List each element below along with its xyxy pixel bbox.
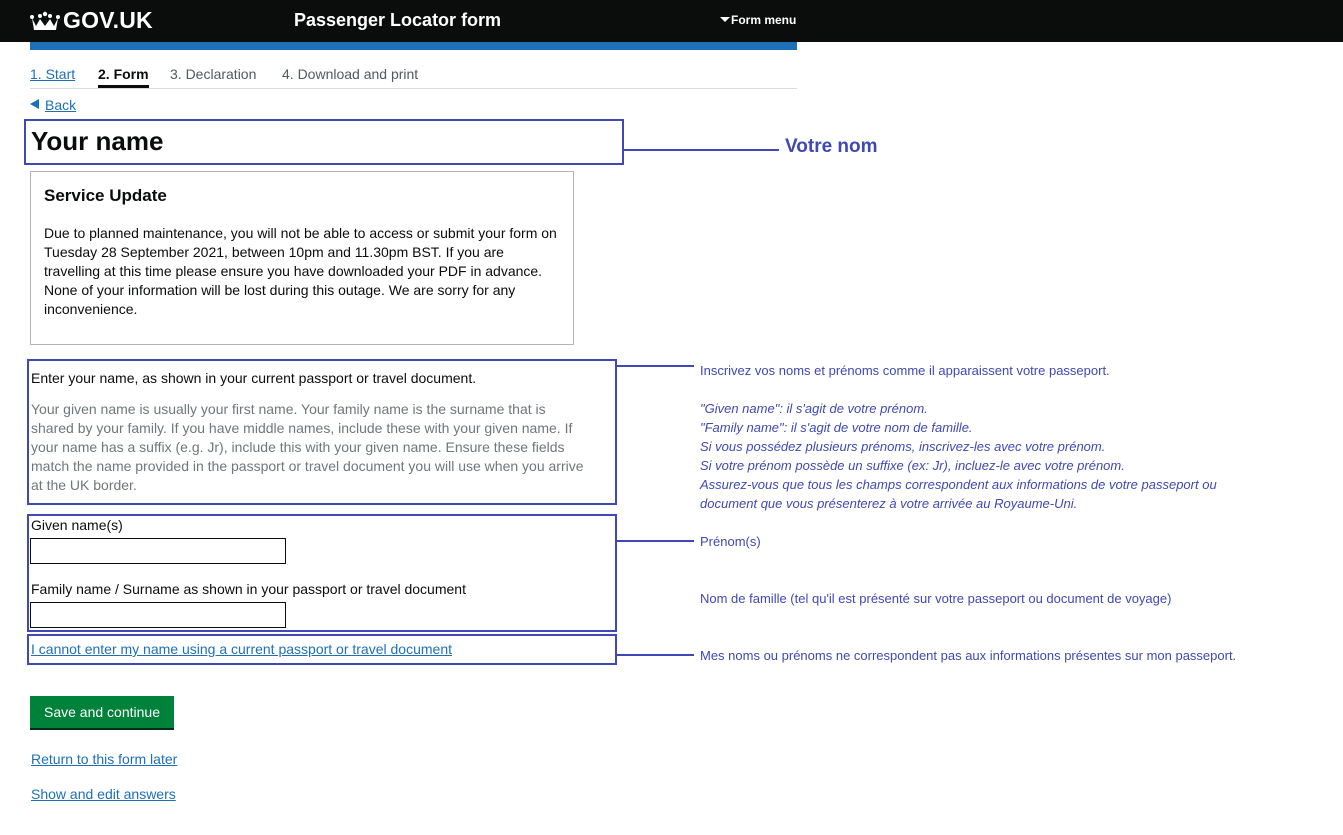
- form-menu-label: Form menu: [731, 13, 797, 27]
- header-accent-bar: [30, 42, 797, 50]
- save-and-continue-button[interactable]: Save and continue: [30, 696, 174, 728]
- annotation-box-title: [24, 119, 624, 165]
- header-bar: [0, 0, 1343, 42]
- annotation-detail-line: Assurez-vous que tous les champs correspondent aux informations de votre passeport ou: [700, 477, 1217, 492]
- annotation-given-name: Prénom(s): [700, 534, 761, 549]
- service-name[interactable]: Passenger Locator form: [294, 10, 502, 30]
- instructions-lead: Enter your name, as shown in your current passport or travel document.: [31, 370, 477, 386]
- annotation-instructions-detail: [700, 399, 1217, 513]
- annotation-connector-fields: [616, 540, 694, 542]
- notice-title: Service Update: [44, 186, 167, 205]
- service-update-notice: [30, 171, 574, 345]
- page-title: Your name: [31, 126, 164, 156]
- cannot-enter-name-link[interactable]: I cannot enter my name using a current passport or travel document: [31, 641, 452, 657]
- annotation-detail-line: Si vous possédez plusieurs prénoms, inscrivez-les avec votre prénom.: [700, 439, 1106, 454]
- annotation-connector-instructions: [616, 365, 694, 367]
- form-menu-button[interactable]: [720, 13, 796, 27]
- given-name-label: Given name(s): [31, 517, 123, 533]
- annotation-box-cannot-enter: [27, 634, 617, 665]
- back-link[interactable]: [30, 97, 76, 113]
- step-navigation: [30, 66, 797, 89]
- annotation-cannot-enter: Mes noms ou prénoms ne correspondent pas aux informations présentes sur mon passeport.: [700, 648, 1237, 663]
- annotation-box-fields: [27, 514, 617, 632]
- instructions-hint: Your given name is usually your first name. Your family name is the surname that is shared by your family. If you have middle names, include these with your given name. If your name has a suffix (e.g. Jr), include this with your given name. Ensure these fields match the name provided in the passport or travel document you will use when you arrive at the UK border.: [31, 401, 584, 493]
- annotation-connector-title: [623, 149, 779, 151]
- annotation-instructions-lead: Inscrivez vos noms et prénoms comme il apparaissent votre passeport.: [700, 363, 1110, 378]
- annotation-box-instructions: [27, 359, 617, 505]
- annotation-detail-line: document que vous présenterez à votre arrivée au Royaume-Uni.: [700, 496, 1078, 511]
- back-arrow-icon: [30, 99, 39, 109]
- annotation-detail-line: Si votre prénom possède un suffixe (ex: Jr), incluez-le avec votre prénom.: [700, 458, 1125, 473]
- show-edit-answers-link[interactable]: Show and edit answers: [31, 786, 176, 802]
- annotation-connector-cannot-enter: [616, 654, 694, 656]
- step-declaration: 3. Declaration: [170, 66, 257, 82]
- annotation-detail-line: "Given name": il s'agit de votre prénom.: [700, 401, 928, 416]
- caret-down-icon: [720, 17, 730, 22]
- annotation-title: Votre nom: [785, 136, 878, 157]
- annotation-detail-line: "Family name": il s'agit de votre nom de famille.: [700, 420, 973, 435]
- family-name-label: Family name / Surname as shown in your passport or travel document: [31, 581, 466, 597]
- return-later-link[interactable]: Return to this form later: [31, 751, 178, 767]
- crown-icon: [30, 10, 60, 32]
- annotation-family-name: Nom de famille (tel qu'il est présenté sur votre passeport ou document de voyage): [700, 591, 1172, 606]
- step-form[interactable]: 2. Form: [98, 66, 149, 82]
- govuk-logo[interactable]: GOV.UK: [63, 7, 153, 33]
- step-download-print: 4. Download and print: [282, 66, 419, 82]
- notice-body: Due to planned maintenance, you will not be able to access or submit your form on Tuesday 28 September 2021, between 10pm and 11.30pm BST. If you are travelling at this time please ensure you have downloaded your PDF in advance. None of your information will be lost during this outage. We are sorry for any inconvenience.: [44, 225, 557, 317]
- back-label: Back: [45, 97, 77, 113]
- step-start[interactable]: 1. Start: [30, 66, 76, 82]
